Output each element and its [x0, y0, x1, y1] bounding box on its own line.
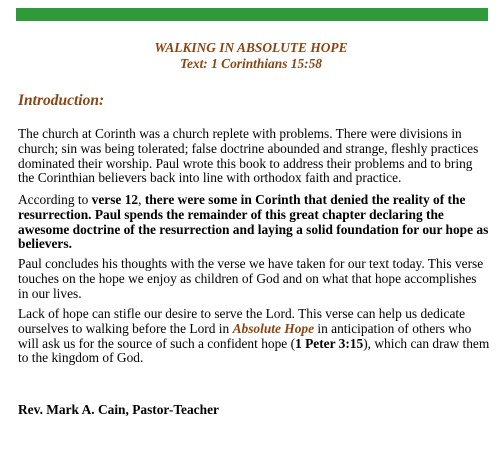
paragraph-2-text-1: According to [18, 192, 92, 207]
paragraph-1: The church at Corinth was a church replete with problems. There were divisions in church; sin was being tolerated; false doctrine abounded and strange, fleshly practices dominated their worship. Paul wrote this book to address their problems and to bring the Corinthian believers back into line with orthodox faith and practice. [18, 126, 479, 186]
paragraph-2 [18, 193, 490, 252]
paragraph-3: Paul concludes his thoughts with the verse we have taken for our text today. This verse touches on the hope we enjoy as children of God and on what that hope accomplishes in our lives. [18, 256, 484, 301]
cross-reference: 1 Peter 3:15 [295, 335, 364, 351]
verse-reference: verse 12 [91, 192, 139, 207]
header-bar [16, 8, 488, 21]
pastor-signature: Rev. Mark A. Cain, Pastor-Teacher [18, 402, 219, 417]
title-block [0, 40, 502, 72]
paragraph-4-text-2: in anticipation of others who will ask us for the source of such a confident hope ( [18, 320, 472, 351]
paragraph-2-bold-text: there were some in Corinth that denied the reality of the resurrection. Paul spends the remainder of this great chapter declaring the awesome doctrine of the resurrection and laying a solid foundation for our hope as believers. [18, 192, 489, 252]
paragraph-4-text-1: Lack of hope can stifle our desire to serve the Lord. This verse can help us dedicate ourselves to walking before the Lord in [18, 306, 466, 336]
absolute-hope-highlight: Absolute Hope [232, 320, 315, 336]
introduction-heading: Introduction: [18, 92, 105, 109]
paragraph-2-text-2: , [138, 192, 145, 207]
sermon-title: WALKING IN ABSOLUTE HOPE [154, 40, 348, 55]
paragraph-4-text-3: ), which can draw them to the kingdom of God. [18, 335, 490, 366]
paragraph-4 [18, 307, 490, 366]
sermon-text-reference: Text: 1 Corinthians 15:58 [180, 56, 322, 71]
